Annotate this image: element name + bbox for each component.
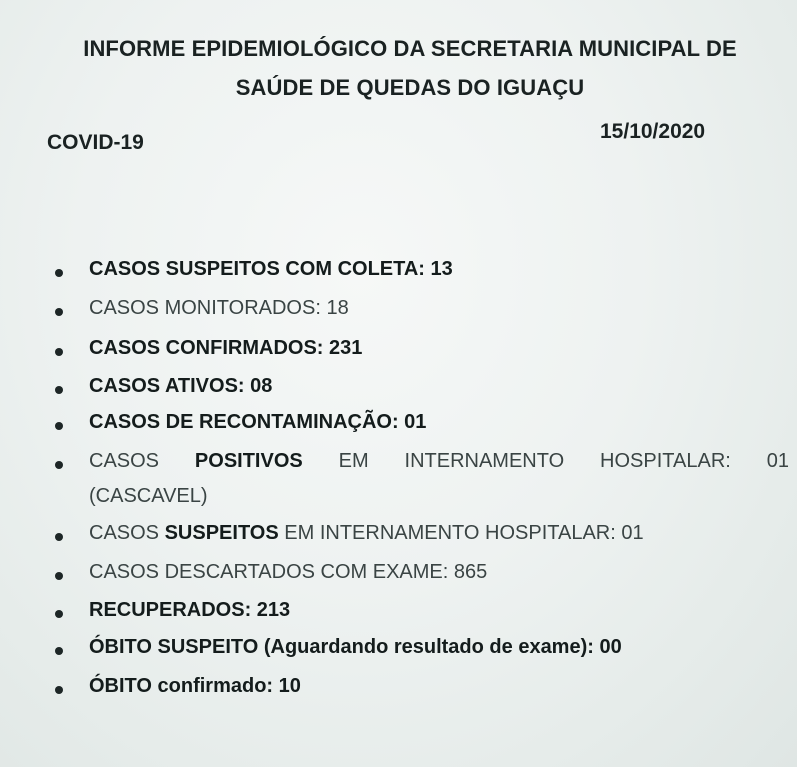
bullet-icon: [55, 422, 63, 430]
bullet-icon: [55, 610, 63, 618]
report-title-line-2: SAÚDE DE QUEDAS DO IGUAÇU: [235, 75, 585, 100]
word: HOSPITALAR:: [600, 450, 731, 472]
list-item-text: CASOS ATIVOS: 08: [89, 375, 273, 397]
word: CASOS: [89, 450, 160, 472]
list-item-text: CASOS MONITORADOS: 18: [89, 297, 349, 319]
bullet-icon: [55, 686, 63, 694]
bullet-icon: [55, 269, 63, 277]
list-item-text: CASOS DESCARTADOS COM EXAME: 865: [89, 561, 488, 583]
word-emphasis: SUSPEITOS: [164, 522, 279, 544]
bullet-icon: [55, 572, 63, 580]
bullet-icon: [55, 308, 63, 316]
bullet-icon: [55, 386, 63, 394]
text-prefix: CASOS: [89, 522, 165, 544]
topic-label: COVID-19: [47, 131, 144, 154]
list-item-text: ÓBITO confirmado: 10: [89, 675, 301, 697]
bullet-icon: [55, 461, 63, 469]
list-item-text: [89, 450, 789, 473]
list-item-continuation: (CASCAVEL): [89, 485, 208, 507]
list-item-text: CASOS SUSPEITOS COM COLETA: 13: [89, 258, 453, 280]
list-item-text: ÓBITO SUSPEITO (Aguardando resultado de exame): 00: [89, 636, 622, 658]
list-item-text: [89, 522, 644, 545]
word: INTERNAMENTO: [404, 450, 565, 472]
word: 01: [766, 450, 789, 472]
text-suffix: EM INTERNAMENTO HOSPITALAR: 01: [278, 522, 644, 544]
bullet-icon: [55, 647, 63, 655]
list-item-text: CASOS CONFIRMADOS: 231: [89, 337, 363, 359]
bullet-icon: [55, 348, 63, 356]
word: EM: [338, 450, 369, 472]
report-title-line-1: INFORME EPIDEMIOLÓGICO DA SECRETARIA MUNICIPAL DE: [83, 36, 737, 61]
bullet-icon: [55, 533, 63, 541]
list-item-text: RECUPERADOS: 213: [89, 599, 291, 621]
report-date: 15/10/2020: [600, 120, 706, 143]
word-emphasis: POSITIVOS: [194, 450, 303, 472]
list-item-text: CASOS DE RECONTAMINAÇÃO: 01: [89, 411, 427, 433]
